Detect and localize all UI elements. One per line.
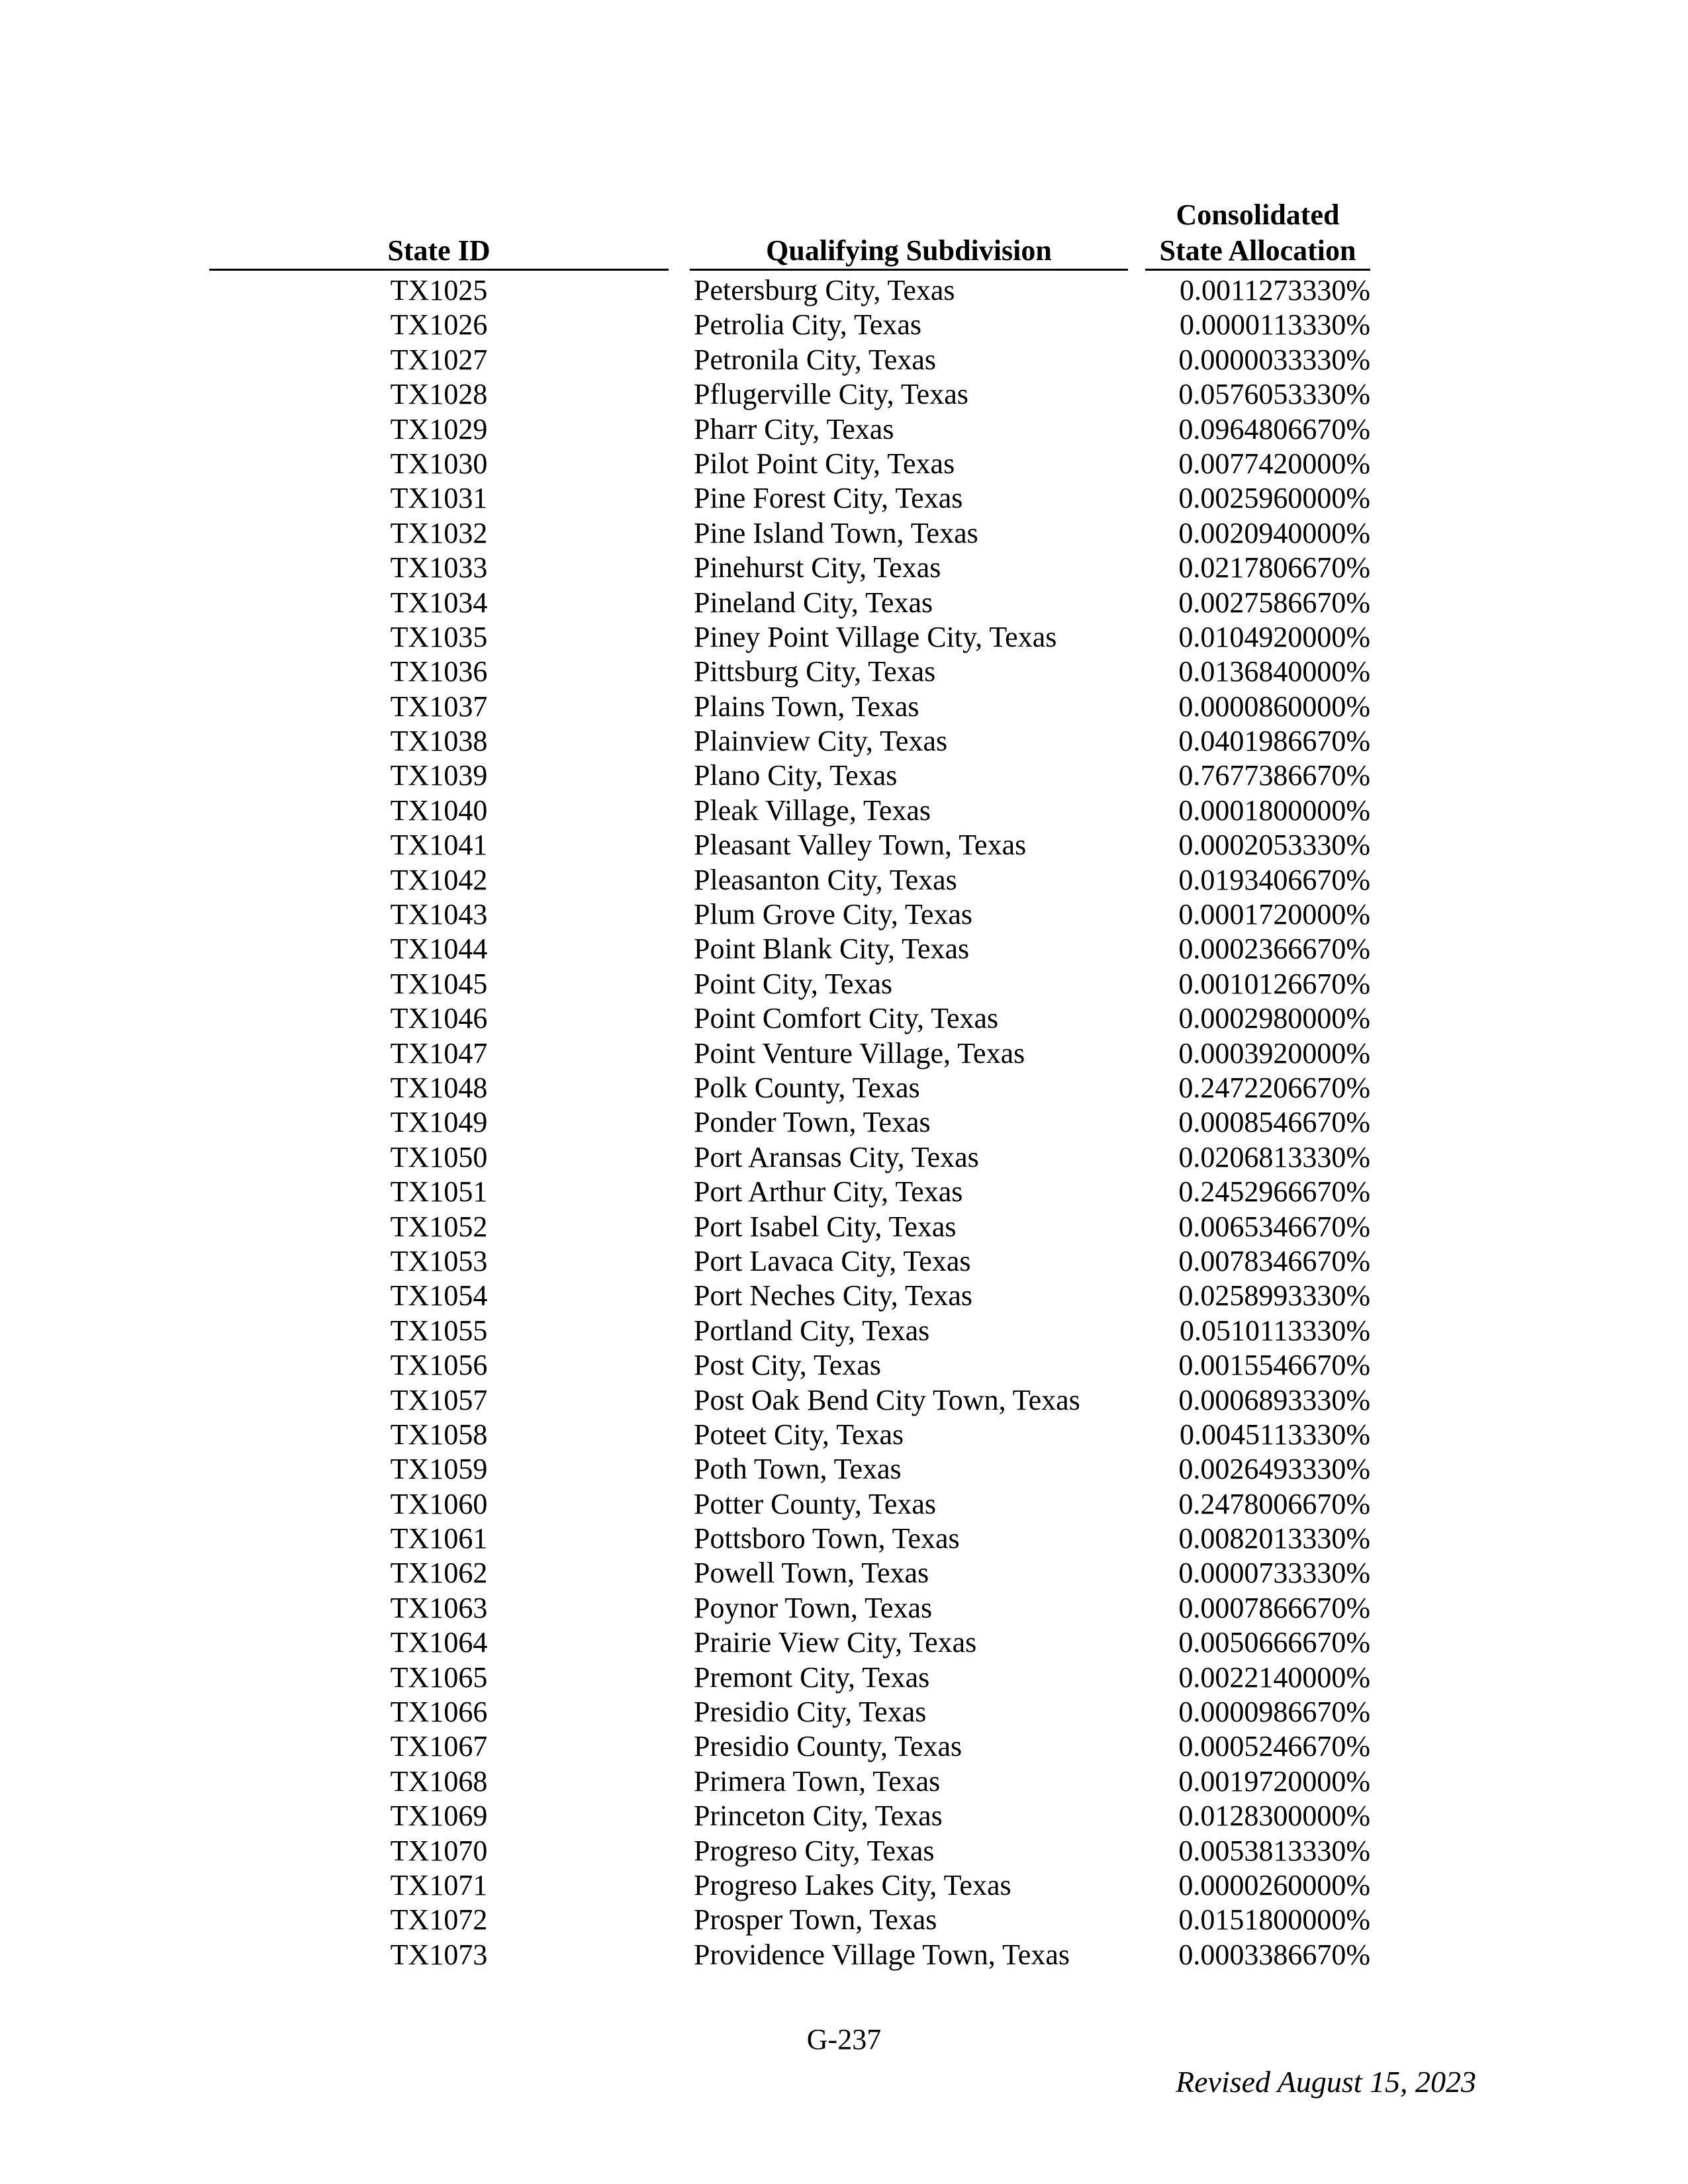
state-id-cell: TX1047 <box>390 1036 488 1069</box>
table-row <box>0 1591 1688 1625</box>
subdivision-cell: Pleak Village, Texas <box>694 794 931 827</box>
subdivision-cell: Petrolia City, Texas <box>694 308 921 341</box>
table-row <box>0 1279 1688 1313</box>
allocation-cell: 0.2452966670% <box>1178 1175 1370 1208</box>
column-header-allocation-line1: Consolidated <box>1176 199 1340 231</box>
state-id-cell: TX1037 <box>390 690 488 723</box>
subdivision-cell: Plainview City, Texas <box>694 725 948 758</box>
allocation-cell: 0.0003386670% <box>1178 1938 1370 1971</box>
allocation-cell: 0.0065346670% <box>1178 1210 1370 1243</box>
state-id-cell: TX1060 <box>390 1487 488 1520</box>
table-row <box>0 1383 1688 1418</box>
table-row <box>0 690 1688 724</box>
allocation-cell: 0.0020940000% <box>1178 516 1370 549</box>
table-row <box>0 273 1688 308</box>
state-id-cell: TX1036 <box>390 655 488 688</box>
table-row <box>0 1314 1688 1348</box>
header-underline-state-id <box>209 269 669 271</box>
allocation-cell: 0.0002366670% <box>1178 933 1370 966</box>
allocation-cell: 0.0082013330% <box>1178 1522 1370 1555</box>
subdivision-cell: Powell Town, Texas <box>694 1557 929 1590</box>
table-row <box>0 620 1688 655</box>
subdivision-cell: Prosper Town, Texas <box>694 1903 937 1936</box>
allocation-cell: 0.7677386670% <box>1178 759 1370 792</box>
state-id-cell: TX1034 <box>390 586 488 619</box>
subdivision-cell: Port Neches City, Texas <box>694 1279 972 1312</box>
allocation-cell: 0.0002053330% <box>1178 829 1370 862</box>
allocation-cell: 0.0022140000% <box>1178 1661 1370 1694</box>
subdivision-cell: Point Comfort City, Texas <box>694 1002 999 1035</box>
allocation-cell: 0.0003920000% <box>1178 1036 1370 1069</box>
subdivision-cell: Petronila City, Texas <box>694 343 936 376</box>
subdivision-cell: Prairie View City, Texas <box>694 1626 977 1659</box>
subdivision-cell: Pine Island Town, Texas <box>694 516 978 549</box>
state-id-cell: TX1045 <box>390 967 488 1000</box>
state-id-cell: TX1072 <box>390 1903 488 1936</box>
subdivision-cell: Point City, Texas <box>694 967 893 1000</box>
state-id-cell: TX1038 <box>390 725 488 758</box>
table-row <box>0 1556 1688 1590</box>
allocation-cell: 0.0015546670% <box>1178 1349 1370 1382</box>
table-row <box>0 897 1688 932</box>
table-row <box>0 1764 1688 1799</box>
allocation-cell: 0.0151800000% <box>1178 1903 1370 1936</box>
allocation-cell: 0.0193406670% <box>1178 863 1370 896</box>
table-row <box>0 447 1688 481</box>
subdivision-cell: Piney Point Village City, Texas <box>694 620 1057 653</box>
table-row <box>0 828 1688 862</box>
table-row <box>0 412 1688 447</box>
state-id-cell: TX1049 <box>390 1106 488 1139</box>
table-row <box>0 1452 1688 1486</box>
table-row <box>0 1729 1688 1764</box>
table-row <box>0 794 1688 828</box>
subdivision-cell: Premont City, Texas <box>694 1661 930 1694</box>
state-id-cell: TX1070 <box>390 1834 488 1867</box>
allocation-cell: 0.0401986670% <box>1178 725 1370 758</box>
allocation-cell: 0.0510113330% <box>1179 1314 1370 1347</box>
state-id-cell: TX1071 <box>390 1868 488 1901</box>
state-id-cell: TX1032 <box>390 516 488 549</box>
table-row <box>0 551 1688 585</box>
subdivision-cell: Pinehurst City, Texas <box>694 551 941 584</box>
allocation-cell: 0.0000033330% <box>1178 343 1370 376</box>
subdivision-cell: Plano City, Texas <box>694 759 898 792</box>
subdivision-cell: Ponder Town, Texas <box>694 1106 931 1139</box>
state-id-cell: TX1068 <box>390 1764 488 1797</box>
state-id-cell: TX1062 <box>390 1557 488 1590</box>
table-row <box>0 516 1688 551</box>
state-id-cell: TX1058 <box>390 1418 488 1451</box>
table-row <box>0 1625 1688 1660</box>
subdivision-cell: Petersburg City, Texas <box>694 274 955 306</box>
table-row <box>0 1348 1688 1383</box>
allocation-cell: 0.0258993330% <box>1178 1279 1370 1312</box>
table-row <box>0 1036 1688 1071</box>
allocation-cell: 0.2472206670% <box>1178 1071 1370 1104</box>
state-id-cell: TX1066 <box>390 1696 488 1729</box>
state-id-cell: TX1035 <box>390 620 488 653</box>
state-id-cell: TX1067 <box>390 1730 488 1763</box>
allocation-cell: 0.0217806670% <box>1178 551 1370 584</box>
table-row <box>0 1140 1688 1175</box>
column-header-state-id: State ID <box>387 234 491 267</box>
allocation-cell: 0.0011273330% <box>1179 274 1370 306</box>
allocation-cell: 0.0006893330% <box>1178 1383 1370 1416</box>
subdivision-cell: Polk County, Texas <box>694 1071 920 1104</box>
table-row <box>0 724 1688 758</box>
subdivision-cell: Pine Forest City, Texas <box>694 482 963 515</box>
state-id-cell: TX1041 <box>390 829 488 862</box>
table-row <box>0 1938 1688 1972</box>
allocation-table-body <box>0 273 1688 1972</box>
table-row <box>0 481 1688 516</box>
table-row <box>0 1661 1688 1695</box>
state-id-cell: TX1069 <box>390 1799 488 1833</box>
allocation-cell: 0.0964806670% <box>1178 412 1370 445</box>
allocation-cell: 0.0027586670% <box>1178 586 1370 619</box>
page-number: G-237 <box>806 2023 882 2056</box>
allocation-cell: 0.0026493330% <box>1178 1453 1370 1486</box>
subdivision-cell: Pleasant Valley Town, Texas <box>694 829 1027 862</box>
subdivision-cell: Poteet City, Texas <box>694 1418 904 1451</box>
table-row <box>0 863 1688 897</box>
revision-date: Revised August 15, 2023 <box>1176 2065 1476 2099</box>
table-row <box>0 377 1688 412</box>
subdivision-cell: Portland City, Texas <box>694 1314 930 1347</box>
state-id-cell: TX1028 <box>390 378 488 411</box>
subdivision-cell: Port Arthur City, Texas <box>694 1175 963 1208</box>
subdivision-cell: Port Isabel City, Texas <box>694 1210 957 1243</box>
allocation-cell: 0.0576053330% <box>1178 378 1370 411</box>
table-row <box>0 967 1688 1001</box>
state-id-cell: TX1040 <box>390 794 488 827</box>
table-row <box>0 1418 1688 1452</box>
table-row <box>0 586 1688 620</box>
subdivision-cell: Pilot Point City, Texas <box>694 447 955 480</box>
table-row <box>0 758 1688 793</box>
state-id-cell: TX1026 <box>390 308 488 341</box>
state-id-cell: TX1029 <box>390 412 488 445</box>
table-row <box>0 308 1688 342</box>
allocation-cell: 0.0053813330% <box>1178 1834 1370 1867</box>
allocation-cell: 0.0128300000% <box>1178 1799 1370 1833</box>
allocation-cell: 0.0025960000% <box>1178 482 1370 515</box>
state-id-cell: TX1064 <box>390 1626 488 1659</box>
header-underline-subdivision <box>690 269 1128 271</box>
table-row <box>0 1071 1688 1105</box>
subdivision-cell: Primera Town, Texas <box>694 1764 941 1797</box>
subdivision-cell: Plains Town, Texas <box>694 690 919 723</box>
state-id-cell: TX1065 <box>390 1661 488 1694</box>
table-row <box>0 1244 1688 1279</box>
table-row <box>0 1210 1688 1244</box>
subdivision-cell: Port Aransas City, Texas <box>694 1140 979 1173</box>
state-id-cell: TX1055 <box>390 1314 488 1347</box>
subdivision-cell: Providence Village Town, Texas <box>694 1938 1070 1971</box>
state-id-cell: TX1033 <box>390 551 488 584</box>
allocation-cell: 0.0045113330% <box>1179 1418 1370 1451</box>
subdivision-cell: Pflugerville City, Texas <box>694 378 968 411</box>
header-underline-allocation <box>1145 269 1370 271</box>
subdivision-cell: Plum Grove City, Texas <box>694 898 973 931</box>
subdivision-cell: Pharr City, Texas <box>694 412 894 445</box>
table-row <box>0 1522 1688 1556</box>
allocation-cell: 0.0008546670% <box>1178 1106 1370 1139</box>
allocation-cell: 0.0136840000% <box>1178 655 1370 688</box>
subdivision-cell: Pineland City, Texas <box>694 586 933 619</box>
state-id-cell: TX1059 <box>390 1453 488 1486</box>
subdivision-cell: Pittsburg City, Texas <box>694 655 936 688</box>
subdivision-cell: Poth Town, Texas <box>694 1453 902 1486</box>
state-id-cell: TX1048 <box>390 1071 488 1104</box>
state-id-cell: TX1063 <box>390 1591 488 1624</box>
subdivision-cell: Pottsboro Town, Texas <box>694 1522 960 1555</box>
state-id-cell: TX1057 <box>390 1383 488 1416</box>
column-header-qualifying-subdivision: Qualifying Subdivision <box>766 234 1052 267</box>
state-id-cell: TX1030 <box>390 447 488 480</box>
subdivision-cell: Post City, Texas <box>694 1349 881 1382</box>
allocation-cell: 0.2478006670% <box>1178 1487 1370 1520</box>
column-header-allocation-line2: State Allocation <box>1159 234 1356 267</box>
state-id-cell: TX1061 <box>390 1522 488 1555</box>
table-row <box>0 932 1688 966</box>
table-row <box>0 1799 1688 1833</box>
table-row <box>0 1695 1688 1729</box>
allocation-cell: 0.0005246670% <box>1178 1730 1370 1763</box>
subdivision-cell: Pleasanton City, Texas <box>694 863 957 896</box>
table-row <box>0 1834 1688 1868</box>
allocation-cell: 0.0010126670% <box>1178 967 1370 1000</box>
allocation-cell: 0.0001720000% <box>1178 898 1370 931</box>
allocation-cell: 0.0002980000% <box>1178 1002 1370 1035</box>
allocation-cell: 0.0206813330% <box>1178 1140 1370 1173</box>
state-id-cell: TX1027 <box>390 343 488 376</box>
state-id-cell: TX1051 <box>390 1175 488 1208</box>
allocation-cell: 0.0000260000% <box>1178 1868 1370 1901</box>
table-row <box>0 655 1688 689</box>
table-row <box>0 1001 1688 1036</box>
table-row <box>0 343 1688 377</box>
state-id-cell: TX1053 <box>390 1244 488 1277</box>
subdivision-cell: Presidio City, Texas <box>694 1696 927 1729</box>
table-row <box>0 1487 1688 1522</box>
subdivision-cell: Poynor Town, Texas <box>694 1591 933 1624</box>
subdivision-cell: Princeton City, Texas <box>694 1799 943 1833</box>
state-id-cell: TX1025 <box>390 274 488 306</box>
allocation-cell: 0.0000986670% <box>1178 1696 1370 1729</box>
subdivision-cell: Post Oak Bend City Town, Texas <box>694 1383 1080 1416</box>
subdivision-cell: Progreso Lakes City, Texas <box>694 1868 1011 1901</box>
allocation-cell: 0.0104920000% <box>1178 620 1370 653</box>
table-row <box>0 1903 1688 1937</box>
state-id-cell: TX1044 <box>390 933 488 966</box>
state-id-cell: TX1073 <box>390 1938 488 1971</box>
state-id-cell: TX1046 <box>390 1002 488 1035</box>
subdivision-cell: Point Blank City, Texas <box>694 933 970 966</box>
allocation-cell: 0.0000860000% <box>1178 690 1370 723</box>
allocation-cell: 0.0077420000% <box>1178 447 1370 480</box>
allocation-cell: 0.0000733330% <box>1178 1557 1370 1590</box>
table-row <box>0 1175 1688 1209</box>
allocation-cell: 0.0050666670% <box>1178 1626 1370 1659</box>
state-id-cell: TX1042 <box>390 863 488 896</box>
allocation-cell: 0.0019720000% <box>1178 1764 1370 1797</box>
table-row <box>0 1868 1688 1903</box>
state-id-cell: TX1050 <box>390 1140 488 1173</box>
state-id-cell: TX1031 <box>390 482 488 515</box>
state-id-cell: TX1052 <box>390 1210 488 1243</box>
state-id-cell: TX1039 <box>390 759 488 792</box>
subdivision-cell: Potter County, Texas <box>694 1487 937 1520</box>
subdivision-cell: Port Lavaca City, Texas <box>694 1244 971 1277</box>
allocation-cell: 0.0007866670% <box>1178 1591 1370 1624</box>
subdivision-cell: Progreso City, Texas <box>694 1834 935 1867</box>
allocation-cell: 0.0001800000% <box>1178 794 1370 827</box>
subdivision-cell: Presidio County, Texas <box>694 1730 962 1763</box>
state-id-cell: TX1056 <box>390 1349 488 1382</box>
state-id-cell: TX1054 <box>390 1279 488 1312</box>
subdivision-cell: Point Venture Village, Texas <box>694 1036 1025 1069</box>
allocation-cell: 0.0000113330% <box>1179 308 1370 341</box>
table-row <box>0 1105 1688 1140</box>
allocation-cell: 0.0078346670% <box>1178 1244 1370 1277</box>
column-header-consolidated-state-allocation <box>1145 197 1370 269</box>
state-id-cell: TX1043 <box>390 898 488 931</box>
